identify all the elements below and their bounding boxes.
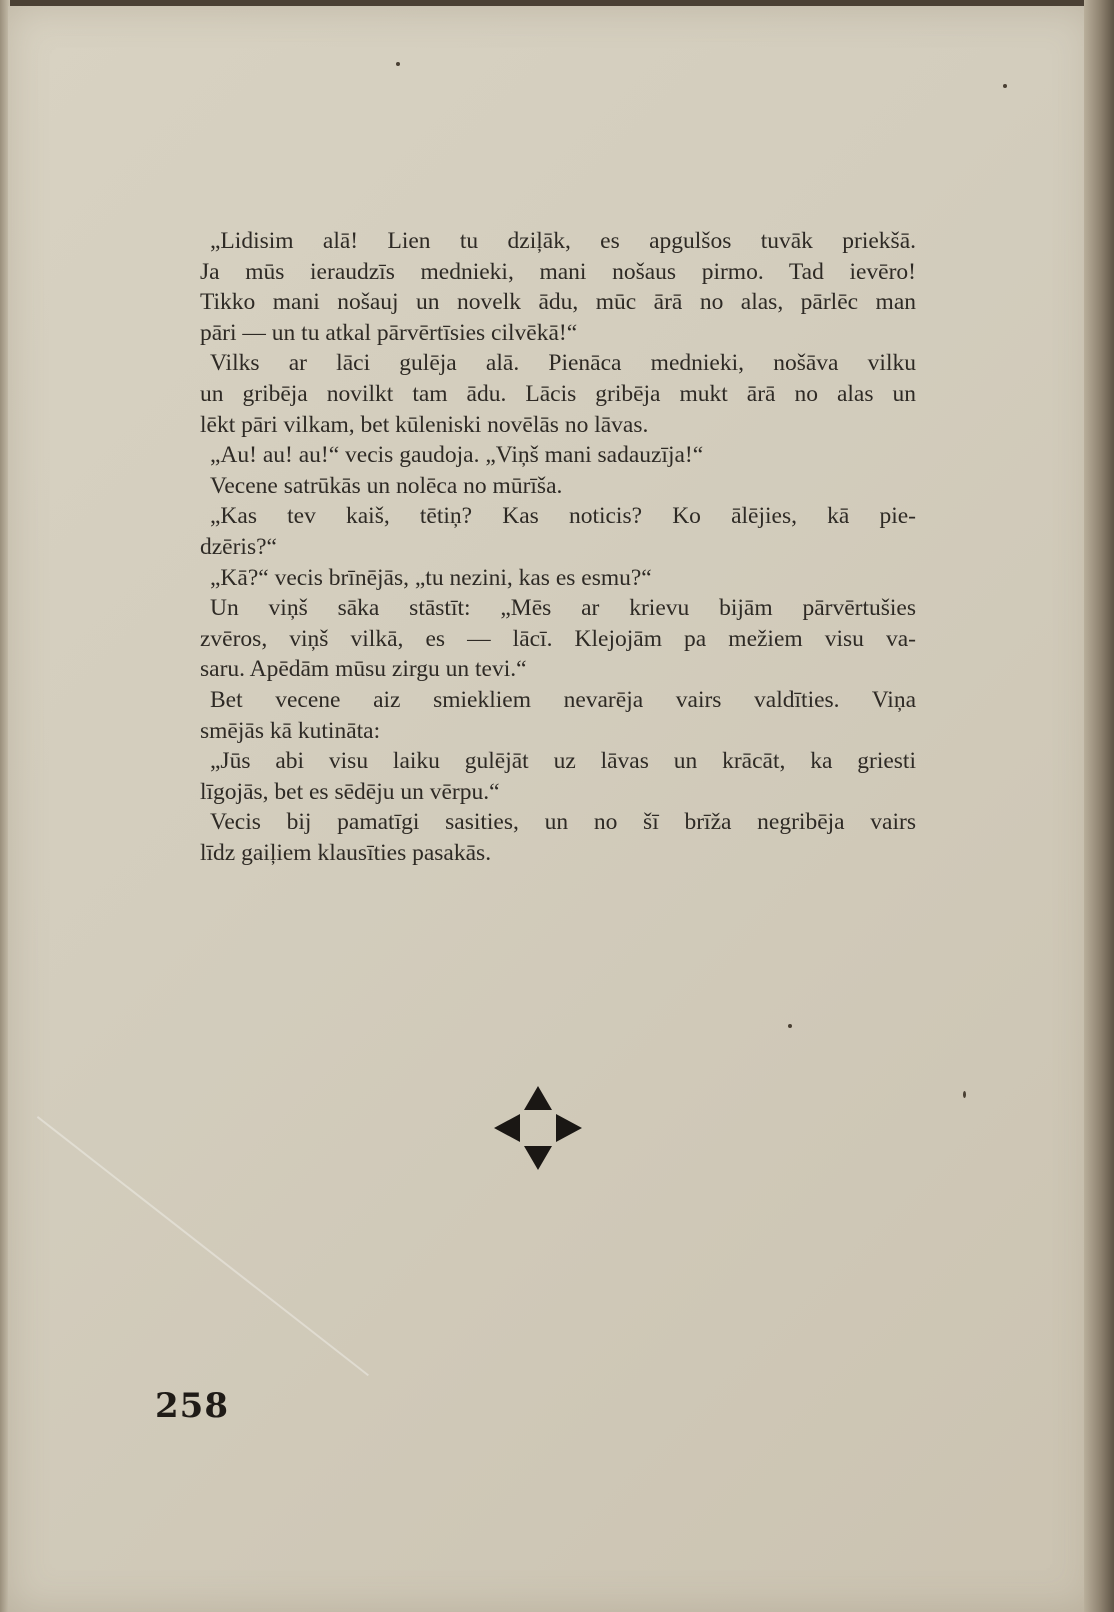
text-line: dzēris?“ xyxy=(200,533,277,560)
page-crease xyxy=(37,1116,369,1376)
ornament-arrow-right xyxy=(556,1114,582,1142)
text-line: lēkt pāri vilkam, bet kūleniski novēlās no lāvas. xyxy=(200,411,649,438)
paragraph-1 xyxy=(200,226,916,348)
paper-speck xyxy=(963,1091,966,1098)
paper-speck xyxy=(1003,84,1007,88)
text-line: „Lidisim alā! Lien tu dziļāk, es apgulšos tuvāk priekšā. xyxy=(210,228,916,254)
text-line: Bet vecene aiz smiekliem nevarēja vairs valdīties. Viņa xyxy=(210,686,916,713)
text-line: Vecis bij pamatīgi sasities, un no šī brīža negribēja vairs xyxy=(210,809,916,836)
ornament-arrow-up xyxy=(524,1086,552,1110)
ornament-arrow-left xyxy=(494,1114,520,1142)
paper-speck xyxy=(788,1024,792,1028)
text-line: „Jūs abi visu laiku gulējāt uz lāvas un krācāt, ka griesti xyxy=(210,748,916,775)
text-line: saru. Apēdām mūsu zirgu un tevi.“ xyxy=(200,656,527,683)
text-line: Vecene satrūkās un nolēca no mūrīša. xyxy=(210,472,563,499)
text-line: Ja mūs ieraudzīs mednieki, mani nošaus pirmo. Tad ievēro! xyxy=(200,258,916,285)
paragraph-6 xyxy=(200,563,916,594)
text-line: līdz gaiļiem klausīties pasakās. xyxy=(200,839,492,866)
paragraph-8 xyxy=(200,685,916,746)
four-arrow-ornament-icon xyxy=(490,1080,586,1176)
text-line: Un viņš sāka stāstīt: „Mēs ar krievu bijām pārvērtušies xyxy=(210,595,916,622)
text-line: un gribēja novilkt tam ādu. Lācis gribēja mukt ārā no alas un xyxy=(200,380,916,407)
paragraph-4 xyxy=(200,471,916,502)
paragraph-3 xyxy=(200,440,916,471)
paragraph-10 xyxy=(200,807,916,868)
text-line: Vilks ar lāci gulēja alā. Pienāca mednieki, nošāva vilku xyxy=(210,350,916,377)
story-text xyxy=(200,226,916,868)
text-line: „Au! au! au!“ vecis gaudoja. „Viņš mani sadauzīja!“ xyxy=(210,442,704,469)
text-line: Tikko mani nošauj un novelk ādu, mūc ārā no alas, pārlēc man xyxy=(200,289,916,316)
text-line: līgojās, bet es sēdēju un vērpu.“ xyxy=(200,778,500,805)
book-spine xyxy=(1084,0,1114,1612)
text-line: zvēros, viņš vilkā, es — lācī. Klejojām pa mežiem visu va- xyxy=(200,625,916,652)
ornament-arrow-down xyxy=(524,1146,552,1170)
text-line: pāri — un tu atkal pārvērtīsies cilvēkā!“ xyxy=(200,319,578,346)
page-number: 258 xyxy=(155,1386,229,1426)
text-line: „Kā?“ vecis brīnējās, „tu nezini, kas es esmu?“ xyxy=(210,564,652,591)
paragraph-7 xyxy=(200,593,916,685)
text-line: smējās kā kutināta: xyxy=(200,717,381,744)
paragraph-5 xyxy=(200,501,916,562)
paragraph-2 xyxy=(200,348,916,440)
paragraph-9 xyxy=(200,746,916,807)
paper-speck xyxy=(396,62,400,66)
text-line: „Kas tev kaiš, tētiņ? Kas noticis? Ko ālējies, kā pie- xyxy=(210,503,916,530)
